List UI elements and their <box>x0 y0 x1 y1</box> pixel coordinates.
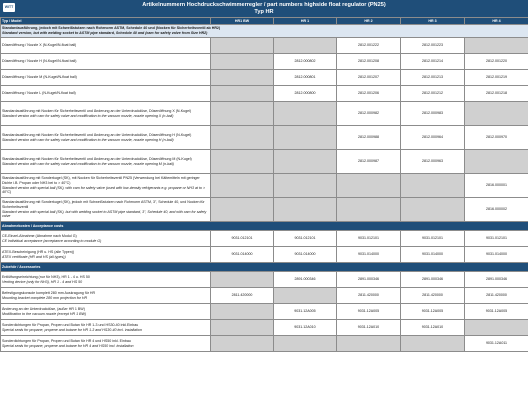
table-row <box>1 54 528 70</box>
part-number-cell: 2811.420000 <box>401 288 465 304</box>
part-number-cell: 2811.420000 <box>211 288 274 304</box>
row-description <box>1 126 211 150</box>
part-number-cell: 2812.001212 <box>401 86 465 102</box>
part-number-cell: 9031.014000 <box>274 247 337 263</box>
part-number-cell <box>211 102 274 126</box>
part-number-cell: 2812.001213 <box>401 70 465 86</box>
part-number-cell: 2812.000801 <box>274 70 337 86</box>
part-number-cell <box>211 320 274 336</box>
part-number-cell: 9031.12A005 <box>465 304 528 320</box>
part-number-cell: 2812.000800 <box>274 86 337 102</box>
row-description <box>1 247 211 263</box>
description-en: Special seals for propane, propene and butane for HR 1-3 and HS30-40 incl. installation <box>2 327 142 332</box>
part-number-cell <box>211 304 274 320</box>
part-number-cell <box>211 70 274 86</box>
table-row <box>1 174 528 198</box>
description-de: Düsenöffnung / Nozzle X (N-Kugel/N-float ball) <box>2 43 77 48</box>
part-number-cell <box>465 320 528 336</box>
part-number-cell: 9031.014000 <box>211 247 274 263</box>
row-description <box>1 54 211 70</box>
description-en: Standard version with special ball (SK), with cam for safety valve (used with low-density refrigerants e.g. propane or NH3 at to > 40°C) <box>2 185 206 195</box>
table-row <box>1 86 528 102</box>
description-de: Düsenöffnung / Nozzle H (N-Kugel/N-float ball) <box>2 59 77 64</box>
description-de: Standardausführung mit Nocken für Sicherheitsventil und Änderung an der Unterdruckdüse, Düsenöffnung X (N-Kugel) <box>2 108 192 113</box>
part-number-cell: 2812.000987 <box>337 150 401 174</box>
part-number-cell: 2812.000982 <box>337 102 401 126</box>
part-number-cell <box>211 150 274 174</box>
description-en: Venting device (only for NH3), HR 1 - 4 and HS 50 <box>2 279 83 284</box>
part-number-cell: 9031.012101 <box>211 231 274 247</box>
part-number-cell: 9031.12A005 <box>274 304 337 320</box>
column-header-hr1bw: HR1 BW <box>211 18 274 25</box>
description-en: Standard version with cam for safety valve and modification to the vacuum nozzle, nozzle opening H (n-ball) <box>2 137 174 142</box>
row-description <box>1 70 211 86</box>
part-number-cell: 2816.000002 <box>465 198 528 222</box>
description-en: Special seals for propane, propene and butane for HR 4 and HS50 incl. installation <box>2 343 134 348</box>
part-number-cell <box>211 174 274 198</box>
part-number-cell <box>211 336 274 352</box>
document-title: Artikelnummern Hochdruckschwimmerregler / part numbers highside float regulator (PN25) <box>142 2 386 8</box>
section-title-accessories: Zubehör / Accessories <box>1 263 528 272</box>
part-number-cell <box>337 174 401 198</box>
column-header-hr1: HR 1 <box>274 18 337 25</box>
part-number-cell: 2812.001218 <box>465 86 528 102</box>
part-number-cell: 2891.000346 <box>465 272 528 288</box>
part-number-cell <box>274 126 337 150</box>
description-de: CE-Einzel-Abnahme (Abnahme nach Modul G) <box>2 233 77 238</box>
description-en: Standard version with special ball (SK), but with welding socket to ASTM pipe standard, 3", Schedule 40, and with cam for safety valve <box>2 209 207 219</box>
section-title-acceptance: Abnahmekosten / Acceptance costs <box>1 222 528 231</box>
description-de: Standardausführung mit Sonderkugel (SK), jedoch mit Schweißstutzen nach Rohrnorm ASTM, 3", Schedule 40, und Nocken für Sicherheitsventil <box>2 200 205 209</box>
part-number-cell: 9031.012101 <box>274 231 337 247</box>
description-en: CE individual acceptance (acceptance according to module G) <box>2 238 102 243</box>
part-number-cell: 2891.000346 <box>274 272 337 288</box>
part-number-cell: 2812.000802 <box>274 54 337 70</box>
part-number-cell: 2811.420000 <box>465 288 528 304</box>
row-description <box>1 336 211 352</box>
part-number-cell <box>274 38 337 54</box>
part-number-cell: 2812.000963 <box>401 150 465 174</box>
part-number-cell: 2812.001223 <box>401 38 465 54</box>
part-number-cell <box>274 336 337 352</box>
description-de: Sonderdichtungen für Propan, Propen und Butan für HR 1-3 und HS30-40 inkl.Einbau <box>2 322 139 327</box>
row-description <box>1 86 211 102</box>
table-row <box>1 150 528 174</box>
lead-text-en: Standard version, but with welding socket to ASTM pipe standard, Schedule 40 and (cam for safety valve from Size HR2) <box>2 31 208 35</box>
row-description <box>1 231 211 247</box>
row-description <box>1 272 211 288</box>
part-number-cell: 2812.001214 <box>401 54 465 70</box>
part-number-cell: 9031.12A010 <box>337 320 401 336</box>
column-header-hr3: HR 3 <box>401 18 465 25</box>
table-row <box>1 102 528 126</box>
row-description <box>1 102 211 126</box>
part-number-cell <box>337 198 401 222</box>
part-number-cell <box>211 198 274 222</box>
part-number-cell: 2812.000988 <box>337 126 401 150</box>
part-number-cell: 9031.12A005 <box>337 304 401 320</box>
table-row <box>1 320 528 336</box>
table-row <box>1 272 528 288</box>
part-number-cell: 9031.014000 <box>465 247 528 263</box>
part-number-cell: 2812.001220 <box>465 54 528 70</box>
part-number-cell <box>211 126 274 150</box>
row-description <box>1 320 211 336</box>
part-number-cell: 2812.001206 <box>337 86 401 102</box>
part-number-cell <box>465 102 528 126</box>
part-number-cell <box>337 336 401 352</box>
part-number-cell <box>274 174 337 198</box>
table-row <box>1 336 528 352</box>
row-description <box>1 198 211 222</box>
part-number-cell: 2812.001219 <box>465 70 528 86</box>
table-row <box>1 304 528 320</box>
description-de: Standardausführung mit Nocken für Sicherheitsventil und Änderung an der Unterdruckdüse, Düsenöffnung H (N-Kugel) <box>2 132 192 137</box>
document-header <box>0 0 528 17</box>
document-subtitle: Typ HR <box>254 9 274 15</box>
lead-row <box>1 25 528 38</box>
row-description <box>1 150 211 174</box>
row-description <box>1 38 211 54</box>
part-number-cell <box>211 272 274 288</box>
column-header-model: Typ / Model <box>1 18 211 25</box>
description-en: ATEX certificate (HR and HS (all types)) <box>2 254 66 259</box>
description-de: Düsenöffnung / Nozzle L (N-Kugel/N-float ball) <box>2 91 76 96</box>
section-row-accessories <box>1 263 528 272</box>
part-number-cell: 9031.014000 <box>337 247 401 263</box>
part-number-cell <box>465 150 528 174</box>
part-number-cell: 9031.12A010 <box>401 320 465 336</box>
description-de: Sonderdichtungen für Propan, Propen und Butan für HR 4 und HS50 inkl. Einbau <box>2 338 131 343</box>
part-number-cell: 9031.014000 <box>401 247 465 263</box>
part-number-cell: 2812.000983 <box>401 102 465 126</box>
parts-table <box>0 17 528 352</box>
part-number-cell: 9031.012101 <box>337 231 401 247</box>
part-number-cell: 2812.000964 <box>401 126 465 150</box>
row-description <box>1 174 211 198</box>
table-body <box>1 25 528 352</box>
part-number-cell: 2812.001208 <box>337 54 401 70</box>
part-number-cell: 9031.12A005 <box>401 304 465 320</box>
part-number-cell <box>274 288 337 304</box>
description-en: Modification to the vacuum nozzle (except HR 1 BW) <box>2 311 87 316</box>
description-en: Mounting bracket complete 280 mm projection for HR <box>2 295 88 300</box>
part-number-cell: 2816.000001 <box>465 174 528 198</box>
part-number-cell: 9031.012101 <box>465 231 528 247</box>
part-number-cell <box>465 38 528 54</box>
table-row <box>1 38 528 54</box>
part-number-cell: 2811.420000 <box>337 288 401 304</box>
part-number-cell <box>274 102 337 126</box>
description-en: Standard version with cam for safety valve and modification to the vacuum nozzle, nozzle opening X (n-ball) <box>2 113 174 118</box>
section-row-acceptance <box>1 222 528 231</box>
part-number-cell: 2812.001207 <box>337 70 401 86</box>
description-de: Düsenöffnung / Nozzle M (N-Kugel/N-float ball) <box>2 75 77 80</box>
row-description <box>1 304 211 320</box>
table-row <box>1 126 528 150</box>
part-number-cell: 9031.12A010 <box>274 320 337 336</box>
description-de: Befestigungskonsole komplett 280 mm Auskragung für HR <box>2 290 96 295</box>
part-number-cell <box>211 54 274 70</box>
table-row <box>1 198 528 222</box>
part-number-cell: 2812.001222 <box>337 38 401 54</box>
table-row <box>1 247 528 263</box>
description-de: Standardausführung mit Sonderkugel (SK), mit Nocken für Sicherheitsventil PN25 (Verwendung bei Kältemitteln mit geringer Dichte i.B. Propan oder NH3 bei to > 40°C) <box>2 176 200 185</box>
part-number-cell <box>401 336 465 352</box>
part-number-cell: 2891.000346 <box>337 272 401 288</box>
part-number-cell <box>211 38 274 54</box>
description-en: Standard version with cam for safety valve and modification to the vacuum nozzle, nozzle opening M (n-ball) <box>2 161 174 166</box>
part-number-cell: 2891.000346 <box>401 272 465 288</box>
description-de: ATEX-Bescheinigung (HR u. HS (alle Typen)) <box>2 249 75 254</box>
lead-text-de: Standardausführung, jedoch mit Schweißstutzen nach Rohrnorm ASTM, Schedule 40 und (Nocken für Sicherheitsventil ab HR2) <box>2 26 221 31</box>
part-number-cell <box>401 198 465 222</box>
part-number-cell <box>401 174 465 198</box>
part-number-cell: 2812.000970 <box>465 126 528 150</box>
column-header-hr2: HR 2 <box>337 18 401 25</box>
table-header-row <box>1 18 528 25</box>
part-number-cell <box>211 86 274 102</box>
part-number-cell: 9031.012101 <box>401 231 465 247</box>
description-de: Entlüftungseinrichtung (nur für NH3), HR 1 - 4 u. HS 50 <box>2 274 90 279</box>
column-header-hr4: HR 4 <box>465 18 528 25</box>
description-de: Standardausführung mit Nocken für Sicherheitsventil und Änderung an der Unterdruckdüse, Düsenöffnung M (N-Kugel) <box>2 156 192 161</box>
table-row <box>1 70 528 86</box>
table-row <box>1 288 528 304</box>
description-de: Änderung an der Unterdruckdüse, (außer HR 1 BW) <box>2 306 85 311</box>
table-row <box>1 231 528 247</box>
part-number-cell: 9031.12A011 <box>465 336 528 352</box>
part-number-cell <box>274 198 337 222</box>
witt-logo: WITT <box>3 3 15 12</box>
part-number-cell <box>274 150 337 174</box>
row-description <box>1 288 211 304</box>
